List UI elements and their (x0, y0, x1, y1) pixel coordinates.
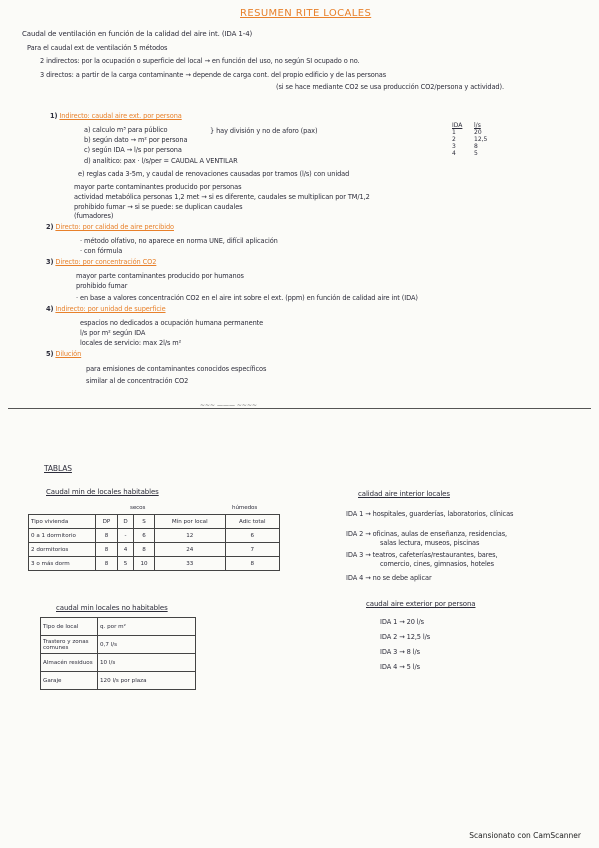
table-cell: 8 (96, 529, 118, 543)
table-row (41, 672, 196, 690)
s1-item-c: c) según IDA → l/s por persona (84, 146, 182, 154)
ida-mini-table (452, 122, 496, 157)
section-2-number: 2) (46, 223, 54, 231)
ida-mini-cell: 12,5 (474, 136, 488, 143)
section-4-heading (46, 305, 166, 313)
calidad-ida-3b: comercio, cines, gimnasios, hoteles (380, 560, 494, 568)
table-row (29, 557, 280, 571)
section-3-title: Directo: por concentración CO2 (55, 258, 157, 266)
s1-item-d: d) analítico: pax · l/s/per = CAUDAL A VENTILAR (84, 157, 238, 165)
table-cell: 4 (117, 543, 133, 557)
section-2-heading (46, 223, 174, 231)
section-3-number: 3) (46, 258, 54, 266)
table-cell: 10 (134, 557, 155, 571)
page-title: RESUMEN RITE LOCALES (240, 8, 372, 19)
table-row (29, 529, 280, 543)
ida-mini-cell: 20 (474, 129, 482, 136)
table-cell: 33 (154, 557, 225, 571)
tablas-heading: TABLAS (44, 464, 72, 473)
table-cell: 8 (134, 543, 155, 557)
section-4-number: 4) (46, 305, 54, 313)
s2-item-b: · con fórmula (80, 247, 123, 255)
table-row (29, 515, 280, 529)
s1-item-f: mayor parte contaminantes producido por personas (74, 183, 242, 191)
table-cell: 3 o más dorm (29, 557, 96, 571)
caudal-pp-row: IDA 2 → 12,5 l/s (380, 633, 431, 641)
section-1-number: 1) (50, 112, 58, 120)
ida-mini-cell: 5 (474, 150, 478, 157)
calidad-ida-4: IDA 4 → no se debe aplicar (346, 574, 432, 582)
s5-item-a: para emisiones de contaminantes conocidos específicos (86, 365, 267, 373)
caudal-pp-row: IDA 4 → 5 l/s (380, 663, 420, 671)
intro-line-2: Para el caudal ext de ventilación 5 métodos (27, 44, 168, 52)
s3-item-a: mayor parte contaminantes producido por humanos (76, 272, 244, 280)
table-cell: 8 (96, 557, 118, 571)
calidad-title: calidad aire interior locales (358, 490, 450, 498)
s1-item-e: e) reglas cada 3-5m, y caudal de renovaciones causadas por tramos (l/s) con unidad (78, 170, 350, 178)
section-1-heading (50, 112, 182, 120)
table-cell: 0 a 1 dormitorio (29, 529, 96, 543)
s1-item-h: prohibido fumar → si se puede: se duplican caudales (74, 203, 243, 211)
page-divider (8, 408, 591, 409)
table-header: DP (96, 515, 118, 529)
calidad-ida-3a: IDA 3 → teatros, cafeterías/restaurantes, bares, (346, 551, 498, 559)
scribble-mark: ~~~ ——— ~~~~ (200, 402, 258, 409)
s1-item-g: actividad metabólica personas 1,2 met → si es diferente, caudales se multiplican por TM/1,2 (74, 193, 370, 201)
section-5-number: 5) (46, 350, 54, 358)
table-cell: 6 (225, 529, 279, 543)
caudal-pp-title: caudal aire exterior por persona (366, 600, 476, 608)
table-cell: 7 (225, 543, 279, 557)
table-cell: 2 dormitorios (29, 543, 96, 557)
table-cell: 6 (134, 529, 155, 543)
s2-item-a: · método olfativo, no aparece en norma UNE, difícil aplicación (80, 237, 278, 245)
ida-mini-header-ida: IDA (452, 122, 463, 129)
s1-item-i: (fumadores) (74, 212, 114, 220)
section-4-title: Indirecto: por unidad de superficie (55, 305, 166, 313)
caudal-pp-row: IDA 1 → 20 l/s (380, 618, 424, 626)
intro-line-4: 3 directos: a partir de la carga contaminante → depende de carga cont. del propio edificio y de las personas (40, 71, 387, 79)
calidad-ida-2b: salas lectura, museos, piscinas (380, 539, 480, 547)
s1-bracket-note: } hay división y no de aforo (pax) (210, 127, 318, 135)
table-header: S (134, 515, 155, 529)
section-2-title: Directo: por calidad de aire percibido (55, 223, 174, 231)
s4-item-c: locales de servicio: max 2l/s m² (80, 339, 182, 347)
table-row (41, 618, 196, 636)
table-header: q. por m² (98, 618, 196, 636)
ida-mini-cell: 2 (452, 136, 456, 143)
table-row (41, 636, 196, 654)
s3-item-b: prohibido fumar (76, 282, 128, 290)
table-header: Adic total (225, 515, 279, 529)
table-cell: 10 l/s (98, 654, 196, 672)
table-cell: 12 (154, 529, 225, 543)
table-2 (40, 617, 196, 690)
table-1 (28, 514, 280, 571)
calidad-ida-2a: IDA 2 → oficinas, aulas de enseñanza, residencias, (346, 530, 508, 538)
table-1-group-humedos: húmedos (232, 505, 258, 511)
s1-item-b: b) según dato → m² por persona (84, 136, 188, 144)
s1-item-a: a) calculo m³ para público (84, 126, 168, 134)
scanner-watermark: Scansionato con CamScanner (469, 831, 581, 840)
table-cell: 8 (225, 557, 279, 571)
table-header: Tipo vivienda (29, 515, 96, 529)
table-row (29, 543, 280, 557)
table-row (41, 654, 196, 672)
ida-mini-cell: 4 (452, 150, 456, 157)
table-cell: Garaje (41, 672, 98, 690)
section-5-title: Dilución (55, 350, 82, 358)
intro-line-1: Caudal de ventilación en función de la calidad del aire int. (IDA 1-4) (22, 30, 253, 38)
intro-line-5: (si se hace mediante CO2 se usa producción CO2/persona y actividad). (276, 83, 504, 91)
intro-line-3: 2 indirectos: por la ocupación o superficie del local → en función del uso, no según SI ocupado o no. (40, 57, 360, 65)
ida-mini-cell: 1 (452, 129, 456, 136)
table-2-title: caudal min locales no habitables (56, 604, 168, 612)
table-cell: Trastero y zonas comunes (41, 636, 98, 654)
table-header: D (117, 515, 133, 529)
table-1-group-secos: secos (130, 505, 146, 511)
s4-item-b: l/s por m² según IDA (80, 329, 146, 337)
s4-item-a: espacios no dedicados a ocupación humana permanente (80, 319, 264, 327)
table-1-title: Caudal min de locales habitables (46, 488, 159, 496)
calidad-ida-1: IDA 1 → hospitales, guarderías, laboratorios, clínicas (346, 510, 514, 518)
table-header: Tipo de local (41, 618, 98, 636)
section-5-heading (46, 350, 81, 358)
table-header: Mín por local (154, 515, 225, 529)
ida-mini-cell: 3 (452, 143, 456, 150)
table-cell: 5 (117, 557, 133, 571)
section-3-heading (46, 258, 156, 266)
table-cell: 8 (96, 543, 118, 557)
table-cell: 120 l/s por plaza (98, 672, 196, 690)
caudal-pp-row: IDA 3 → 8 l/s (380, 648, 420, 656)
table-cell: Almacén residuos (41, 654, 98, 672)
table-cell: 24 (154, 543, 225, 557)
table-cell: - (117, 529, 133, 543)
table-cell: 0,7 l/s (98, 636, 196, 654)
section-1-title: Indirecto: caudal aire ext. por persona (59, 112, 182, 120)
s3-item-c: · en base a valores concentración CO2 en el aire int sobre el ext. (ppm) en función de calidad aire int (IDA) (76, 294, 418, 302)
ida-mini-cell: 8 (474, 143, 478, 150)
s5-item-b: similar al de concentración CO2 (86, 377, 189, 385)
ida-mini-header-ls: l/s (474, 122, 481, 129)
